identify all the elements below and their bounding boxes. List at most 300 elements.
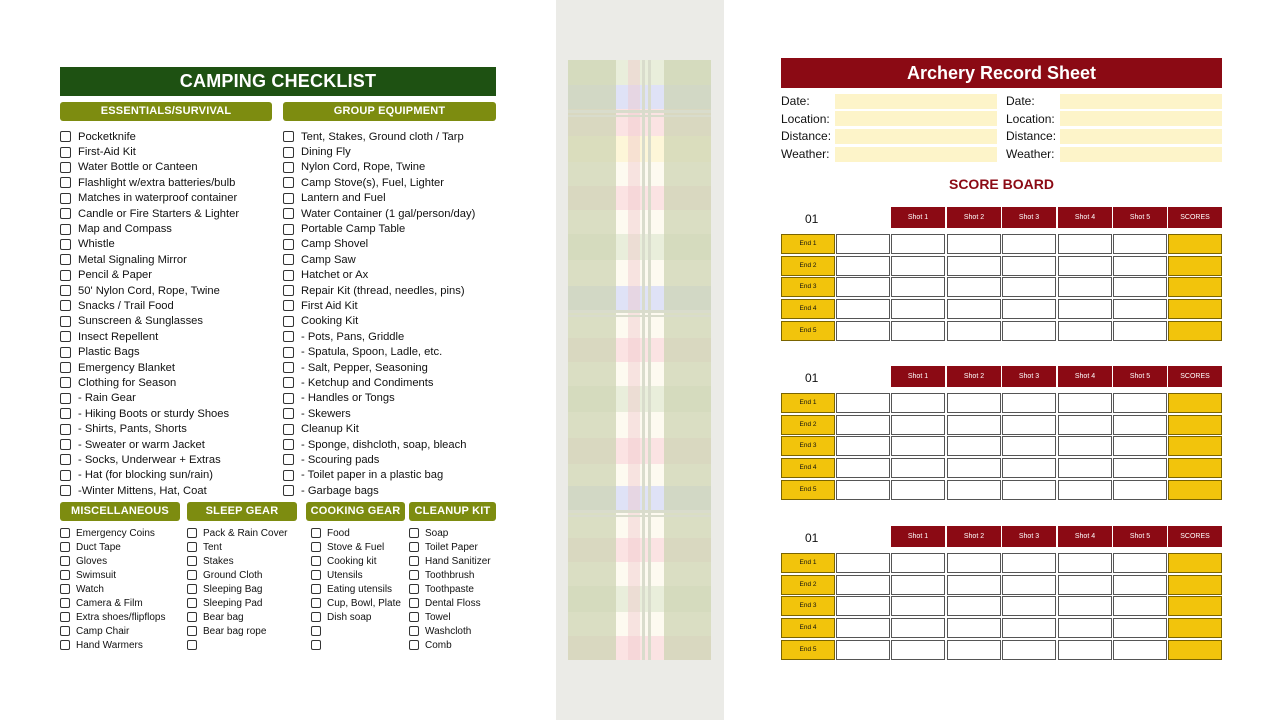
- checklist-item[interactable]: [283, 437, 475, 452]
- checklist-item[interactable]: [283, 283, 475, 298]
- checkbox[interactable]: [60, 470, 71, 481]
- shot-score-cell[interactable]: [947, 415, 1001, 435]
- score-input-cell[interactable]: [836, 575, 890, 595]
- checklist-item[interactable]: [409, 526, 491, 540]
- checklist-item[interactable]: [283, 344, 475, 359]
- shot-score-cell[interactable]: [891, 415, 945, 435]
- checkbox[interactable]: [283, 454, 294, 465]
- checklist-item[interactable]: [60, 175, 239, 190]
- score-input-cell[interactable]: [836, 234, 890, 254]
- shot-score-cell[interactable]: [947, 256, 1001, 276]
- score-input-cell[interactable]: [836, 321, 890, 341]
- shot-score-cell[interactable]: [1113, 234, 1167, 254]
- checklist-item[interactable]: [283, 406, 475, 421]
- shot-score-cell[interactable]: [1058, 480, 1112, 500]
- shot-score-cell[interactable]: [1002, 234, 1056, 254]
- checkbox[interactable]: [60, 393, 71, 404]
- info-field-input[interactable]: [1060, 147, 1222, 162]
- checkbox[interactable]: [311, 542, 321, 552]
- total-score-cell[interactable]: [1168, 299, 1222, 319]
- checkbox[interactable]: [60, 362, 71, 373]
- checklist-item[interactable]: [283, 329, 475, 344]
- checklist-item[interactable]: [60, 610, 166, 624]
- checkbox[interactable]: [409, 528, 419, 538]
- shot-score-cell[interactable]: [1058, 393, 1112, 413]
- checklist-item[interactable]: [311, 582, 401, 596]
- checklist-item[interactable]: [187, 568, 287, 582]
- checkbox[interactable]: [60, 224, 71, 235]
- info-field-input[interactable]: [1060, 94, 1222, 109]
- checkbox[interactable]: [283, 439, 294, 450]
- checkbox[interactable]: [283, 347, 294, 358]
- checklist-item[interactable]: [60, 283, 239, 298]
- sleep-gear-heading: SLEEP GEAR: [187, 502, 297, 521]
- total-score-cell[interactable]: [1168, 277, 1222, 297]
- checklist-item[interactable]: [60, 421, 239, 436]
- checklist-item[interactable]: [283, 375, 475, 390]
- checkbox[interactable]: [60, 626, 70, 636]
- shot-score-cell[interactable]: [1058, 640, 1112, 660]
- checkbox[interactable]: [283, 331, 294, 342]
- checklist-item[interactable]: [283, 206, 475, 221]
- total-score-cell[interactable]: [1168, 480, 1222, 500]
- shot-score-cell[interactable]: [891, 458, 945, 478]
- shot-score-cell[interactable]: [891, 640, 945, 660]
- info-field-input[interactable]: [835, 129, 997, 144]
- total-score-cell[interactable]: [1168, 458, 1222, 478]
- shot-score-cell[interactable]: [1002, 436, 1056, 456]
- shot-score-cell[interactable]: [1002, 277, 1056, 297]
- score-input-cell[interactable]: [836, 458, 890, 478]
- shot-score-cell[interactable]: [1058, 234, 1112, 254]
- checkbox[interactable]: [60, 208, 71, 219]
- checklist-item-label: Ground Cloth: [203, 569, 263, 581]
- checklist-item[interactable]: [311, 624, 401, 638]
- checkbox[interactable]: [283, 316, 294, 327]
- checklist-item[interactable]: [60, 314, 239, 329]
- checklist-item-label: Pack & Rain Cover: [203, 527, 288, 539]
- checklist-item[interactable]: [60, 252, 239, 267]
- checklist-item[interactable]: [60, 391, 239, 406]
- shot-score-cell[interactable]: [891, 393, 945, 413]
- shot-score-cell[interactable]: [1058, 299, 1112, 319]
- checklist-item[interactable]: [283, 237, 475, 252]
- checklist-item[interactable]: [283, 391, 475, 406]
- score-input-cell[interactable]: [836, 415, 890, 435]
- checkbox[interactable]: [60, 598, 70, 608]
- checkbox[interactable]: [283, 424, 294, 435]
- score-input-cell[interactable]: [836, 299, 890, 319]
- score-input-cell[interactable]: [836, 618, 890, 638]
- checklist-item-label: Lantern and Fuel: [301, 192, 386, 205]
- checkbox[interactable]: [60, 254, 71, 265]
- shot-score-cell[interactable]: [1113, 618, 1167, 638]
- checkbox[interactable]: [60, 542, 70, 552]
- checklist-item[interactable]: [60, 406, 239, 421]
- checkbox[interactable]: [187, 542, 197, 552]
- shot-score-cell[interactable]: [947, 299, 1001, 319]
- checklist-item[interactable]: [409, 540, 491, 554]
- checklist-item[interactable]: [187, 526, 287, 540]
- checkbox[interactable]: [60, 270, 71, 281]
- checklist-item[interactable]: [409, 610, 491, 624]
- checklist-item[interactable]: [311, 568, 401, 582]
- score-board: [781, 207, 1222, 347]
- checkbox[interactable]: [60, 439, 71, 450]
- checkbox[interactable]: [60, 239, 71, 250]
- checklist-item[interactable]: [409, 638, 491, 652]
- checkbox[interactable]: [409, 626, 419, 636]
- miscellaneous-heading: MISCELLANEOUS: [60, 502, 180, 521]
- checklist-item[interactable]: [60, 452, 239, 467]
- checkbox[interactable]: [283, 131, 294, 142]
- checkbox[interactable]: [409, 570, 419, 580]
- shot-score-cell[interactable]: [947, 575, 1001, 595]
- checklist-item[interactable]: [283, 468, 475, 483]
- checklist-item-label: - Garbage bags: [301, 484, 379, 497]
- shot-score-cell[interactable]: [1058, 415, 1112, 435]
- shot-score-cell[interactable]: [891, 618, 945, 638]
- checklist-item[interactable]: [60, 526, 166, 540]
- checklist-item[interactable]: [187, 610, 287, 624]
- checkbox[interactable]: [409, 556, 419, 566]
- shot-score-cell[interactable]: [1058, 575, 1112, 595]
- checklist-item-label: Cooking Kit: [301, 315, 359, 328]
- shot-score-cell[interactable]: [891, 480, 945, 500]
- shot-score-cell[interactable]: [947, 553, 1001, 573]
- checkbox[interactable]: [60, 300, 71, 311]
- shot-score-cell[interactable]: [1002, 596, 1056, 616]
- shot-score-cell[interactable]: [1002, 415, 1056, 435]
- checklist-item[interactable]: [60, 568, 166, 582]
- checkbox[interactable]: [311, 598, 321, 608]
- checkbox[interactable]: [283, 300, 294, 311]
- shot-score-cell[interactable]: [891, 553, 945, 573]
- shot-score-cell[interactable]: [947, 321, 1001, 341]
- checkbox[interactable]: [60, 485, 71, 496]
- column-header: Shot 5: [1113, 207, 1167, 228]
- shot-score-cell[interactable]: [1113, 458, 1167, 478]
- checkbox[interactable]: [409, 640, 419, 650]
- score-input-cell[interactable]: [836, 553, 890, 573]
- checkbox[interactable]: [60, 131, 71, 142]
- total-score-cell[interactable]: [1168, 393, 1222, 413]
- checklist-item[interactable]: [60, 329, 239, 344]
- checklist-item[interactable]: [60, 129, 239, 144]
- checkbox[interactable]: [283, 162, 294, 173]
- shot-score-cell[interactable]: [1058, 458, 1112, 478]
- checklist-item[interactable]: [60, 437, 239, 452]
- checkbox[interactable]: [60, 612, 70, 622]
- checklist-item[interactable]: [283, 175, 475, 190]
- checkbox[interactable]: [60, 584, 70, 594]
- shot-score-cell[interactable]: [1113, 596, 1167, 616]
- checklist-item[interactable]: [60, 375, 239, 390]
- checkbox[interactable]: [409, 584, 419, 594]
- checklist-item[interactable]: [60, 237, 239, 252]
- shot-score-cell[interactable]: [1002, 480, 1056, 500]
- checklist-item[interactable]: [283, 160, 475, 175]
- checklist-item[interactable]: [60, 160, 239, 175]
- checkbox[interactable]: [60, 177, 71, 188]
- checklist-item-label: - Pots, Pans, Griddle: [301, 330, 405, 343]
- checklist-item[interactable]: [60, 360, 239, 375]
- checkbox[interactable]: [187, 640, 197, 650]
- checklist-item[interactable]: [283, 144, 475, 159]
- checklist-item[interactable]: [283, 129, 475, 144]
- checkbox[interactable]: [283, 485, 294, 496]
- checkbox[interactable]: [60, 316, 71, 327]
- shot-score-cell[interactable]: [1002, 575, 1056, 595]
- score-input-cell[interactable]: [836, 596, 890, 616]
- shot-score-cell[interactable]: [891, 596, 945, 616]
- shot-score-cell[interactable]: [1113, 480, 1167, 500]
- checklist-item[interactable]: [187, 596, 287, 610]
- checkbox[interactable]: [283, 270, 294, 281]
- checklist-item[interactable]: [187, 638, 287, 652]
- checklist-item-label: Camp Saw: [301, 253, 356, 266]
- shot-score-cell[interactable]: [1002, 256, 1056, 276]
- checklist-item[interactable]: [311, 596, 401, 610]
- checklist-item[interactable]: [60, 298, 239, 313]
- checkbox[interactable]: [187, 570, 197, 580]
- end-label: End 3: [781, 277, 835, 297]
- shot-score-cell[interactable]: [1113, 415, 1167, 435]
- checklist-item[interactable]: [187, 624, 287, 638]
- checklist-item[interactable]: [60, 638, 166, 652]
- checkbox[interactable]: [283, 377, 294, 388]
- shot-score-cell[interactable]: [947, 458, 1001, 478]
- checkbox[interactable]: [60, 377, 71, 388]
- shot-score-cell[interactable]: [1058, 277, 1112, 297]
- checkbox[interactable]: [283, 254, 294, 265]
- checklist-item[interactable]: [60, 540, 166, 554]
- shot-score-cell[interactable]: [1113, 436, 1167, 456]
- shot-score-cell[interactable]: [891, 436, 945, 456]
- column-header: SCORES: [1168, 526, 1222, 547]
- total-score-cell[interactable]: [1168, 553, 1222, 573]
- checkbox[interactable]: [187, 612, 197, 622]
- checklist-item[interactable]: [283, 191, 475, 206]
- checkbox[interactable]: [187, 556, 197, 566]
- score-input-cell[interactable]: [836, 393, 890, 413]
- total-score-cell[interactable]: [1168, 321, 1222, 341]
- checkbox[interactable]: [60, 424, 71, 435]
- checkbox[interactable]: [60, 285, 71, 296]
- checklist-item[interactable]: [187, 582, 287, 596]
- shot-score-cell[interactable]: [1058, 618, 1112, 638]
- score-input-cell[interactable]: [836, 480, 890, 500]
- shot-score-cell[interactable]: [947, 393, 1001, 413]
- checkbox[interactable]: [60, 570, 70, 580]
- shot-score-cell[interactable]: [947, 277, 1001, 297]
- cooking-gear-list: [311, 526, 401, 652]
- end-label: End 5: [781, 640, 835, 660]
- checklist-item[interactable]: [311, 554, 401, 568]
- checklist-item[interactable]: [60, 191, 239, 206]
- checklist-item[interactable]: [409, 624, 491, 638]
- end-label: End 1: [781, 553, 835, 573]
- checkbox[interactable]: [60, 331, 71, 342]
- checkbox[interactable]: [283, 177, 294, 188]
- score-input-cell[interactable]: [836, 277, 890, 297]
- shot-score-cell[interactable]: [891, 256, 945, 276]
- checklist-item[interactable]: [283, 298, 475, 313]
- shot-score-cell[interactable]: [1113, 321, 1167, 341]
- total-score-cell[interactable]: [1168, 436, 1222, 456]
- checklist-item[interactable]: [283, 483, 475, 498]
- checklist-item[interactable]: [311, 638, 401, 652]
- checklist-item[interactable]: [60, 268, 239, 283]
- checklist-item[interactable]: [283, 314, 475, 329]
- shot-score-cell[interactable]: [1058, 596, 1112, 616]
- checkbox[interactable]: [311, 528, 321, 538]
- checklist-item[interactable]: [187, 540, 287, 554]
- checkbox[interactable]: [187, 584, 197, 594]
- checkbox[interactable]: [311, 584, 321, 594]
- checklist-item[interactable]: [187, 554, 287, 568]
- checkbox[interactable]: [283, 285, 294, 296]
- checklist-item[interactable]: [60, 206, 239, 221]
- checklist-item[interactable]: [283, 452, 475, 467]
- shot-score-cell[interactable]: [1002, 553, 1056, 573]
- checkbox[interactable]: [60, 347, 71, 358]
- checklist-item[interactable]: [60, 144, 239, 159]
- shot-score-cell[interactable]: [1002, 618, 1056, 638]
- checklist-item[interactable]: [283, 421, 475, 436]
- checklist-item[interactable]: [283, 252, 475, 267]
- checkbox[interactable]: [311, 556, 321, 566]
- checkbox[interactable]: [311, 626, 321, 636]
- checklist-item[interactable]: [60, 483, 239, 498]
- total-score-cell[interactable]: [1168, 596, 1222, 616]
- info-field-input[interactable]: [835, 111, 997, 126]
- checkbox[interactable]: [283, 193, 294, 204]
- shot-score-cell[interactable]: [1058, 256, 1112, 276]
- score-input-cell[interactable]: [836, 640, 890, 660]
- total-score-cell[interactable]: [1168, 234, 1222, 254]
- shot-score-cell[interactable]: [1113, 553, 1167, 573]
- column-header: Shot 1: [891, 526, 945, 547]
- checklist-item[interactable]: [311, 610, 401, 624]
- checklist-item[interactable]: [60, 624, 166, 638]
- checkbox[interactable]: [60, 193, 71, 204]
- total-score-cell[interactable]: [1168, 415, 1222, 435]
- checkbox[interactable]: [60, 147, 71, 158]
- checkbox[interactable]: [283, 208, 294, 219]
- shot-score-cell[interactable]: [947, 480, 1001, 500]
- checkbox[interactable]: [283, 239, 294, 250]
- checklist-item[interactable]: [60, 596, 166, 610]
- shot-score-cell[interactable]: [947, 234, 1001, 254]
- shot-score-cell[interactable]: [1113, 256, 1167, 276]
- checkbox[interactable]: [311, 570, 321, 580]
- checkbox[interactable]: [409, 612, 419, 622]
- checkbox[interactable]: [187, 626, 197, 636]
- score-input-cell[interactable]: [836, 436, 890, 456]
- shot-score-cell[interactable]: [947, 618, 1001, 638]
- checkbox[interactable]: [283, 147, 294, 158]
- checkbox[interactable]: [187, 528, 197, 538]
- shot-score-cell[interactable]: [1058, 436, 1112, 456]
- checklist-item[interactable]: [311, 526, 401, 540]
- checklist-item[interactable]: [283, 268, 475, 283]
- shot-score-cell[interactable]: [1002, 393, 1056, 413]
- shot-score-cell[interactable]: [1002, 458, 1056, 478]
- checklist-item[interactable]: [409, 596, 491, 610]
- checkbox[interactable]: [60, 640, 70, 650]
- shot-score-cell[interactable]: [891, 575, 945, 595]
- total-score-cell[interactable]: [1168, 618, 1222, 638]
- checklist-item[interactable]: [409, 582, 491, 596]
- shot-score-cell[interactable]: [1113, 575, 1167, 595]
- shot-score-cell[interactable]: [947, 436, 1001, 456]
- checkbox[interactable]: [409, 598, 419, 608]
- shot-score-cell[interactable]: [1058, 553, 1112, 573]
- checklist-item-label: Camp Stove(s), Fuel, Lighter: [301, 176, 445, 189]
- shot-score-cell[interactable]: [1113, 299, 1167, 319]
- shot-score-cell[interactable]: [1113, 393, 1167, 413]
- checkbox[interactable]: [60, 408, 71, 419]
- checkbox[interactable]: [283, 470, 294, 481]
- column-header: Shot 1: [891, 207, 945, 228]
- shot-score-cell[interactable]: [1113, 277, 1167, 297]
- checkbox[interactable]: [311, 612, 321, 622]
- checkbox[interactable]: [60, 454, 71, 465]
- info-field-input[interactable]: [835, 94, 997, 109]
- checkbox[interactable]: [60, 556, 70, 566]
- total-score-cell[interactable]: [1168, 640, 1222, 660]
- shot-score-cell[interactable]: [1058, 321, 1112, 341]
- shot-score-cell[interactable]: [1002, 299, 1056, 319]
- info-field-input[interactable]: [835, 147, 997, 162]
- shot-score-cell[interactable]: [947, 596, 1001, 616]
- checkbox[interactable]: [60, 528, 70, 538]
- checkbox[interactable]: [311, 640, 321, 650]
- checkbox[interactable]: [409, 542, 419, 552]
- checklist-item[interactable]: [409, 554, 491, 568]
- score-input-cell[interactable]: [836, 256, 890, 276]
- checkbox[interactable]: [283, 393, 294, 404]
- checklist-item[interactable]: [311, 540, 401, 554]
- checkbox[interactable]: [283, 408, 294, 419]
- checklist-item[interactable]: [283, 221, 475, 236]
- checkbox[interactable]: [283, 362, 294, 373]
- checklist-item[interactable]: [409, 568, 491, 582]
- shot-score-cell[interactable]: [1113, 640, 1167, 660]
- shot-score-cell[interactable]: [891, 234, 945, 254]
- checklist-item[interactable]: [60, 582, 166, 596]
- info-field-input[interactable]: [1060, 111, 1222, 126]
- shot-score-cell[interactable]: [1002, 321, 1056, 341]
- checklist-item[interactable]: [60, 221, 239, 236]
- shot-score-cell[interactable]: [1002, 640, 1056, 660]
- shot-score-cell[interactable]: [891, 277, 945, 297]
- checkbox[interactable]: [283, 224, 294, 235]
- checklist-item[interactable]: [60, 344, 239, 359]
- checklist-item[interactable]: [60, 468, 239, 483]
- total-score-cell[interactable]: [1168, 575, 1222, 595]
- checkbox[interactable]: [187, 598, 197, 608]
- shot-score-cell[interactable]: [891, 299, 945, 319]
- shot-score-cell[interactable]: [891, 321, 945, 341]
- checklist-item[interactable]: [60, 554, 166, 568]
- checklist-item[interactable]: [283, 360, 475, 375]
- shot-score-cell[interactable]: [947, 640, 1001, 660]
- checkbox[interactable]: [60, 162, 71, 173]
- total-score-cell[interactable]: [1168, 256, 1222, 276]
- info-field-input[interactable]: [1060, 129, 1222, 144]
